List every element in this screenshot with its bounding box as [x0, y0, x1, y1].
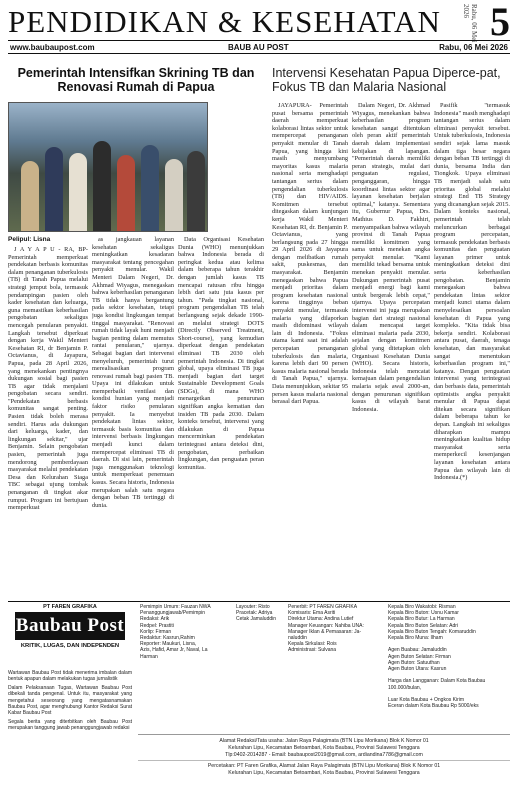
- staff-list: Layouter: Risto Pracetak: Adriya Cetak Jamaluddin: [236, 604, 277, 623]
- footer-divider: [8, 601, 510, 602]
- masthead: [8, 0, 510, 58]
- logo-tagline: KRITIK, LUGAS, DAN INDEPENDEN: [20, 643, 120, 649]
- staff-list: Pemimpin Umum: Fauzan NWA Penanggungjawab/Pemimpin Redaksi: Arik Redpel: Prastiti Korlip: Firman Redaktur: Kasrun,Rahim Reporter: Maukuri, Lisna, Azis, Hafid, Amar Jr, Naval, La Harman: [140, 604, 211, 660]
- about-notice: Wartawan Baubau Post tidak menerima imbalan dalam bentuk apapun dalam melakukan tugas jurnalistik Dalam Pelaksanaan Tugas, Wartawan Baubau Post dibekali tanda pengenal. Untuk itu, masyarakat yang mengetahui seseorang yang mengatasnamakan Baubau Post, agar menghubungi Kantor Redaksi Surat Kabar Baubau Post Segala berita yang diterbitkan oleh Baubau Post merupakan tanggung jawab penanggungjawab redaksi: [8, 670, 132, 732]
- logo-publisher: PT FAREN GRAFIKA: [43, 604, 97, 610]
- staff-list: Kepala Biro Wakatobi: Risman Kepala Biro Buton: Usnu Kamar Kepala Biro Butur: La Harman Kepala Biro Buton Selatan: Adri Kepala Biro Buton Tengah: Komaruddin Kepala Biro Muna: Ilham Agen Buabau: Jamaluddin Agen Buton Selatan: Firman Agen Buton: Satuuthan Agen Buton Utara: Kasrun Harga dan Langganan: Dalam Kota Baubau 100.000/bulan, Luar Kota Baubau + Ongkos Kirim Eceran dalam Kota Baubau Rp 5000/eks: [388, 604, 486, 710]
- left-headline: Pemerintah Intensifkan Skrining TB dan Renovasi Rumah di Papua: [17, 66, 255, 94]
- address-line: Kelurahan Lipu, Kecamatan Betoambari, Kota Baubau, Provinsi Sulawesi Tenggara: [228, 744, 420, 751]
- edition-date: Rabu, 06 Mei 2026: [439, 43, 508, 52]
- article-column: JAYAPURA- Pemerintah pusat bersama pemerintah daerah memperkuat kolaborasi lintas sektor untuk mempercepat penanganan penyakit menular di Tanah Papua, yang hingga kini masih menyumbang mayoritas kasus malaria nasional serta menghadapi tantangan serius dalam pengendalian tuberkulosis (TB) dan HIV/AIDS. Komitmen tersebut ditegaskan dalam kunjungan kerja Wakil Menteri Kesehatan RI, dr. Benjamin P. Octavianus, yang berlangsung pada 27 hingga 29 April 2026 di Jayapura dengan melibatkan rumah sakit, puskesmas, dan masyarakat. Benjamin menegaskan bahwa Papua menjadi prioritas dalam program kesehatan nasional karena tingginya beban penyakit menular, termasuk malaria yang dilaporkan masih didominasi wilayah lain di Indonesia. "Fokus utama kami saat ini adalah percepatan penanganan tuberkulosis dan malaria, karena lebih dari 90 persen kasus malaria nasional berada di Tanah Papua," ujarnya. Data menunjukkan, sekitar 95 persen kasus malaria nasional berasal dari Papua.: [272, 102, 348, 406]
- contact-line: Tlp:0402-2014287 - Email: baubaupost2019@gmail.com, ardiandina7786@gmail.com: [225, 751, 423, 758]
- logo-name: Baubau Post: [15, 612, 125, 640]
- info-bar: [8, 40, 510, 54]
- side-date: Rabu, 06 Mei 2026: [462, 4, 478, 43]
- website[interactable]: www.baubaupost.com: [10, 43, 95, 52]
- article-photo: [8, 102, 208, 232]
- newspaper-logo: [8, 604, 132, 666]
- section-title: PENDIDIKAN & KESEHATAN: [8, 4, 441, 39]
- article-column: as jangkauan layanan kesehatan sekaligus meningkatkan kesadaran masyarakat tentang pencegahan penyakit menular. Wakil Menteri Dalam Negeri, Dr. Akhmad Wiyagus, menegaskan bahwa keberhasilan penanganan TB tidak hanya bergantung pada sektor kesehatan, tetapi juga kondisi lingkungan tempat tinggal masyarakat. "Renovasi rumah tidak layak huni menjadi bagian penting dalam memutus rantai penularan," ujarnya. Sebagai bagian dari intervensi menyeluruh, pemerintah turut merealisasikan program renovasi rumah bagi pasien TB. Upaya ini dilakukan untuk memperbaiki ventilasi dan kondisi hunian yang menjadi faktor risiko penularan penyakit. Ia menyebut pendekatan lintas sektor, termasuk basis komunitas dan intervensi berbasis lingkungan menjadi kunci dalam mempercepat eliminasi TB di daerah. Di sisi lain, pemerintah juga menggunakan teknologi untuk memperkuat penemuan kasus. Secara historis, Indonesia merupakan salah satu negara dengan beban TB tertinggi di dunia.: [92, 236, 174, 509]
- right-headline: Intervensi Kesehatan Papua Diperce-pat, Fokus TB dan Malaria Nasional: [272, 66, 501, 94]
- photo-caption: Pelipul: Lisna: [8, 236, 51, 243]
- address-block: [138, 734, 510, 777]
- page-number: 5: [490, 0, 510, 44]
- paper-name: BAUB AU POST: [228, 43, 289, 52]
- printer-line: Percetakan: PT Faren Grafika, Alamat Jalan Raya Palagimata (BTN Lipu Morikana) Blok K Nomor 01: [207, 763, 441, 770]
- article-column: Pasifik "termasuk Indonesia" masih menghadapi tantangan serius dalam eliminasi penyakit tersebut. Untuk tuberkulosis, Indonesia sendiri sejak lama masuk dalam tiga besar negara dengan beban TB tertinggi di dunia, bersama India dan Tiongkok. Upaya eliminasi TB menjadi salah satu prioritas global melalui strategi End TB Strategy yang dicanangkan sejak 2015. Dalam konteks nasional, pemerintah telah meluncurkan berbagai program percepatan, termasuk pendekatan berbasis komunitas dan penguatan layanan primer untuk meningkatkan deteksi dini serta keberhasilan pengobatan. Benjamin menegaskan bahwa pendekatan lintas sektor menjadi kunci utama dalam menyelesaikan persoalan kesehatan di Papua yang kompleks. "Kita tidak bisa bekerja sendiri. Kolaborasi antara pusat, daerah, tenaga kesehatan, dan masyarakat sangat menentukan keberhasilan program ini," katanya. Dengan penguatan intervensi yang terintegrasi dan berbasis data, pemerintah optimistis angka penyakit menular di Papua dapat ditekan secara signifikan dalam beberapa tahun ke depan. Langkah ini sekaligus diharapkan mampu meningkatkan kualitas hidup masyarakat serta memperkecil kesenjangan layanan kesehatan antara Papua dan wilayah lain di Indonesia.(*): [434, 102, 510, 482]
- footer: [8, 604, 510, 796]
- article-column: J A Y A P U - RA, BP- Pemerintah memperkuat pendekatan berbasis komunitas dalam penanganan tuberkulosis (TB) di Tanah Papua melalui strategi jemput bola, termasuk pendampingan pasien oleh kader kesehatan dan keluarga, guna memastikan keberhasilan pengobatan sekaligus mencegah penularan penyakit. Langkah tersebut diperkuat dengan kerja Wakil Menteri Kesehatan RI, dr Benjamin P. Octavianus, di Jayapura, Papua, pada 28 April 2026, yang menekankan pentingnya dukungan sosial bagi pasien TB agar tidak menjalani pengobatan secara sendiri. "Pendekatan berbasis komunitas sangat penting. Pasien tidak boleh merasa sendiri. Harus ada dukungan dari keluarga, kader, dan lingkungan sekitar," ujar Benjamin. Selain pengobatan pasien, pemerintah juga mendorong pemberdayaan masyarakat melalui pendekatan Desa dan Kelurahan Siaga TBC sebagai ujung tombak penanganan di tingkat akar rumput. Program ini bertujuan memperkuat: [8, 246, 88, 512]
- article-column: Dalam Negeri, Dr. Akhmad Wiyagus, menekankan bahwa keberhasilan program kesehatan sangat ditentukan oleh peran aktif pemerintah daerah dalam implementasi kebijakan di lapangan. "Pemerintah daerah memiliki peran strategis, mulai dari penguatan regulasi, penganggaran, hingga koordinasi lintas sektor agar layanan kesehatan berjalan optimal," katanya. Sementara itu, Gubernur Papua, Drs. Mathius D. Fakhiri, menyampaikan bahwa wilayah provinsi di Tanah Papua memiliki komitmen yang sama untuk menekan angka penyakit menular. "Kami memiliki tekad bersama untuk menekan penyakit menular. Dukungan pemerintah pusat menjadi energi bagi kami untuk bergerak lebih cepat," ujarnya. Upaya percepatan intervensi ini juga merupakan bagian dari strategi nasional dalam mencapai target eliminasi malaria pada 2030, sejalan dengan komitmen global yang ditetapkan oleh Organisasi Kesehatan Dunia (WHO). Secara historis, Indonesia telah mencatat kemajuan dalam pengendalian malaria sejak awal 2000-an, dengan penurunan signifikan kasus di wilayah barat Indonesia.: [352, 102, 430, 413]
- article-column: Data Organisasi Kesehatan Dunia (WHO) menunjukkan bahwa Indonesia berada di peringkat kedua atau kelima dalam beberapa tahun terakhir dengan jumlah kasus TB mencapai ratusan ribu hingga lebih dari satu juta kasus per tahun. "Pada tingkat nasional, program pengendalian TB telah berlangsung sejak dekade 1990-an melalui strategi DOTS (Directly Observed Treatment, Short-course), yang kemudian diperkuat dengan pendekatan eliminasi TB 2030 oleh pemerintah Indonesia. Di tingkat global, upaya eliminasi TB juga menjadi bagian dari target Sustainable Development Goals (SDGs), di mana WHO menargetkan penurunan signifikan angka kematian dan insiden TB pada 2030. Dalam konteks tersebut, intervensi yang dilakukan di Papua mencerminkan pendekatan terintegrasi antara deteksi dini, pengobatan, perbaikan lingkungan, dan penguatan peran komunitas.: [178, 236, 264, 471]
- address-line: Alamat Redaksi/Tata usaha: Jalan Raya Palagimata (BTN Lipu Morikana) Blok K Nomor 01: [219, 738, 429, 744]
- address-line: Kelurahan Lipu, Kecamatan Betoambari, Kota Baubau, Provinsi Sulawesi Tenggara: [228, 770, 420, 777]
- staff-list: Penerbit: PT FAREN GRAFIKA Komisaris: Ema Asriti Direktur Utama: Andina Lutief Manager Keuangan: Nahiba UNA: Manager Iklan & Pemasaran: Ja- naluddin Kepala Sirkulasi: Rois Administrasi: Sulvana: [288, 604, 364, 654]
